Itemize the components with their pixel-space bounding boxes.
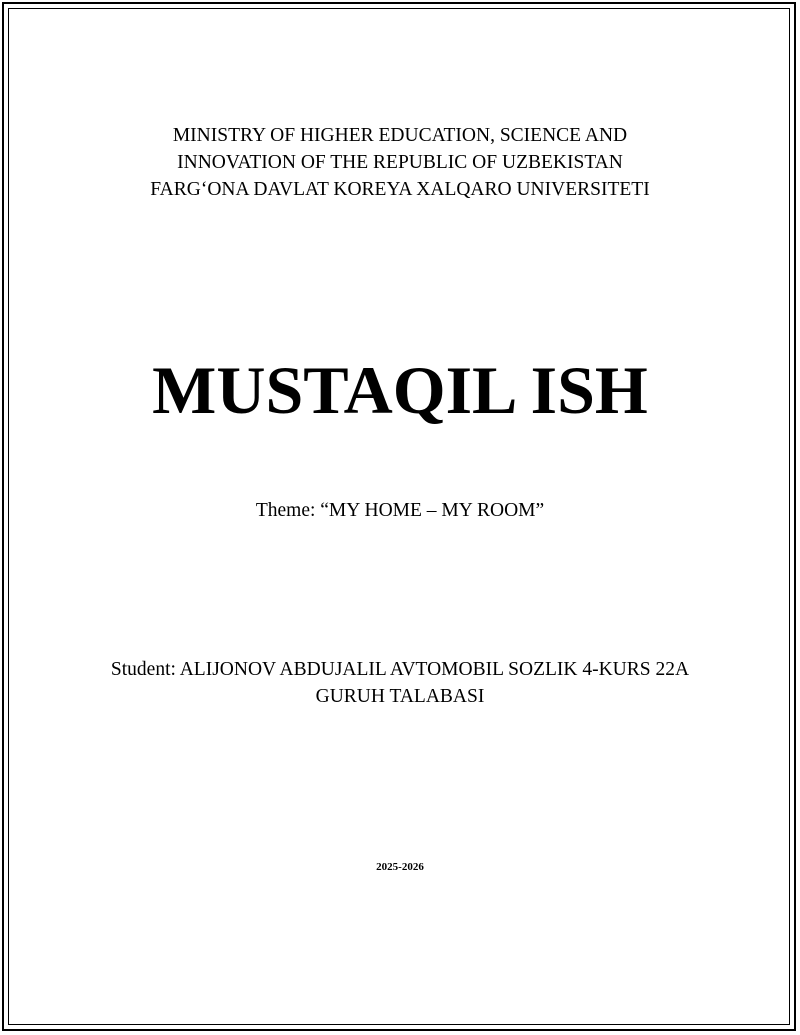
academic-year: 2025-2026 [376,861,424,873]
header-line-republic: INNOVATION OF THE REPUBLIC OF UZBEKISTAN [177,152,623,173]
header-line-ministry: MINISTRY OF HIGHER EDUCATION, SCIENCE AND [172,125,628,146]
header-line-university: FARG‘ONA DAVLAT KOREYA XALQARO UNIVERSITETI [150,179,650,200]
student-line-name: Student: ALIJONOV ABDUJALIL AVTOMOBIL SOZLIK 4-KURS 22A [110,659,690,680]
student-info [60,656,740,710]
institution-header [60,122,740,203]
student-line-group: GURUH TALABASI [315,686,485,707]
document-theme: Theme: “MY HOME – MY ROOM” [255,500,545,521]
document-title: MUSTAQIL ISH [152,352,648,428]
